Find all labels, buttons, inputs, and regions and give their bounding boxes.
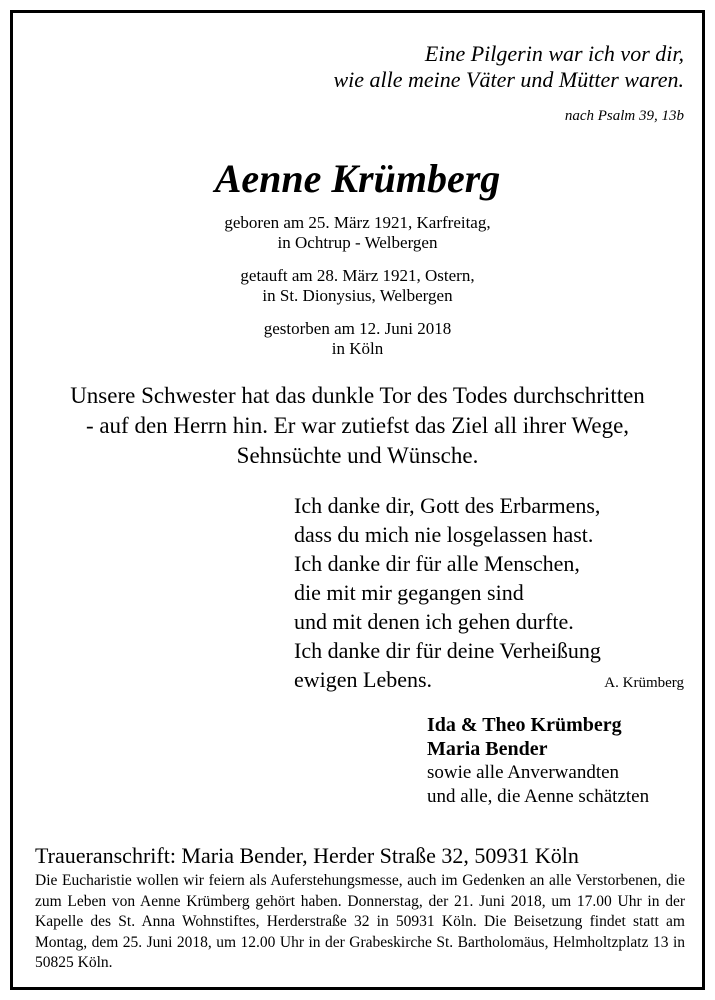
baptism-place: in St. Dionysius, Welbergen [262, 286, 453, 305]
prayer-line: die mit mir gegangen sind [294, 580, 524, 605]
deceased-name: Aenne Krümberg [214, 156, 501, 201]
birth-place: in Ochtrup - Welbergen [277, 233, 438, 252]
motto-quote [13, 41, 684, 93]
mourner-others: sowie alle Anverwandten [427, 762, 620, 783]
main-text-line: Sehnsüchte und Wünsche. [236, 443, 479, 468]
main-text-line: Unsere Schwester hat das dunkle Tor des Todes durchschritten [70, 383, 645, 408]
baptism-line: getauft am 28. März 1921, Ostern, [240, 266, 475, 285]
death-info [13, 319, 702, 359]
death-line: gestorben am 12. Juni 2018 [263, 319, 452, 338]
motto-line: wie alle meine Väter und Mütter waren. [333, 67, 684, 92]
prayer [294, 491, 601, 694]
prayer-line: Ich danke dir für deine Verheißung [294, 638, 601, 663]
prayer-line: Ich danke dir, Gott des Erbarmens, [294, 493, 601, 518]
mourner-others: und alle, die Aenne schätzten [427, 786, 650, 807]
main-text-line: - auf den Herrn hin. Er war zutiefst das Ziel all ihrer Wege, [85, 413, 630, 438]
prayer-author: A. Krümberg [604, 675, 684, 691]
mourner-name: Maria Bender [427, 738, 548, 760]
prayer-line: Ich danke dir für alle Menschen, [294, 551, 580, 576]
death-place: in Köln [331, 339, 384, 358]
mourning-address: Traueranschrift: Maria Bender, Herder Straße 32, 50931 Köln [35, 843, 579, 868]
prayer-line: und mit denen ich gehen durfte. [294, 609, 574, 634]
birth-line: geboren am 25. März 1921, Karfreitag, [224, 213, 491, 232]
main-text [13, 381, 702, 471]
motto-line: Eine Pilgerin war ich vor dir, [424, 41, 684, 66]
mourner-name: Ida & Theo Krümberg [427, 714, 622, 736]
baptism-info [13, 266, 702, 306]
mourners [427, 713, 649, 809]
motto-source: nach Psalm 39, 13b [564, 108, 684, 124]
obituary-frame [10, 10, 705, 990]
service-notice: Die Eucharistie wollen wir feiern als Auferstehungsmesse, auch im Gedenken an alle Verstorbenen, die zum Leben von Aenne Krümberg gehört haben. Donnerstag, der 21. Juni 2018, um 17.00 Uhr in der Kapelle des St. Anna Wohnstiftes, Herderstraße 32 in 50931 Köln. Die Beisetzung findet statt am Montag, dem 25. Juni 2018, um 12.00 Uhr in der Grabeskirche St. Bartholomäus, Helmholtzplatz 13 in 50825 Köln. [35, 872, 685, 971]
birth-info [13, 213, 702, 253]
prayer-line: dass du mich nie losgelassen hast. [294, 522, 594, 547]
prayer-line: ewigen Lebens. [294, 667, 433, 692]
